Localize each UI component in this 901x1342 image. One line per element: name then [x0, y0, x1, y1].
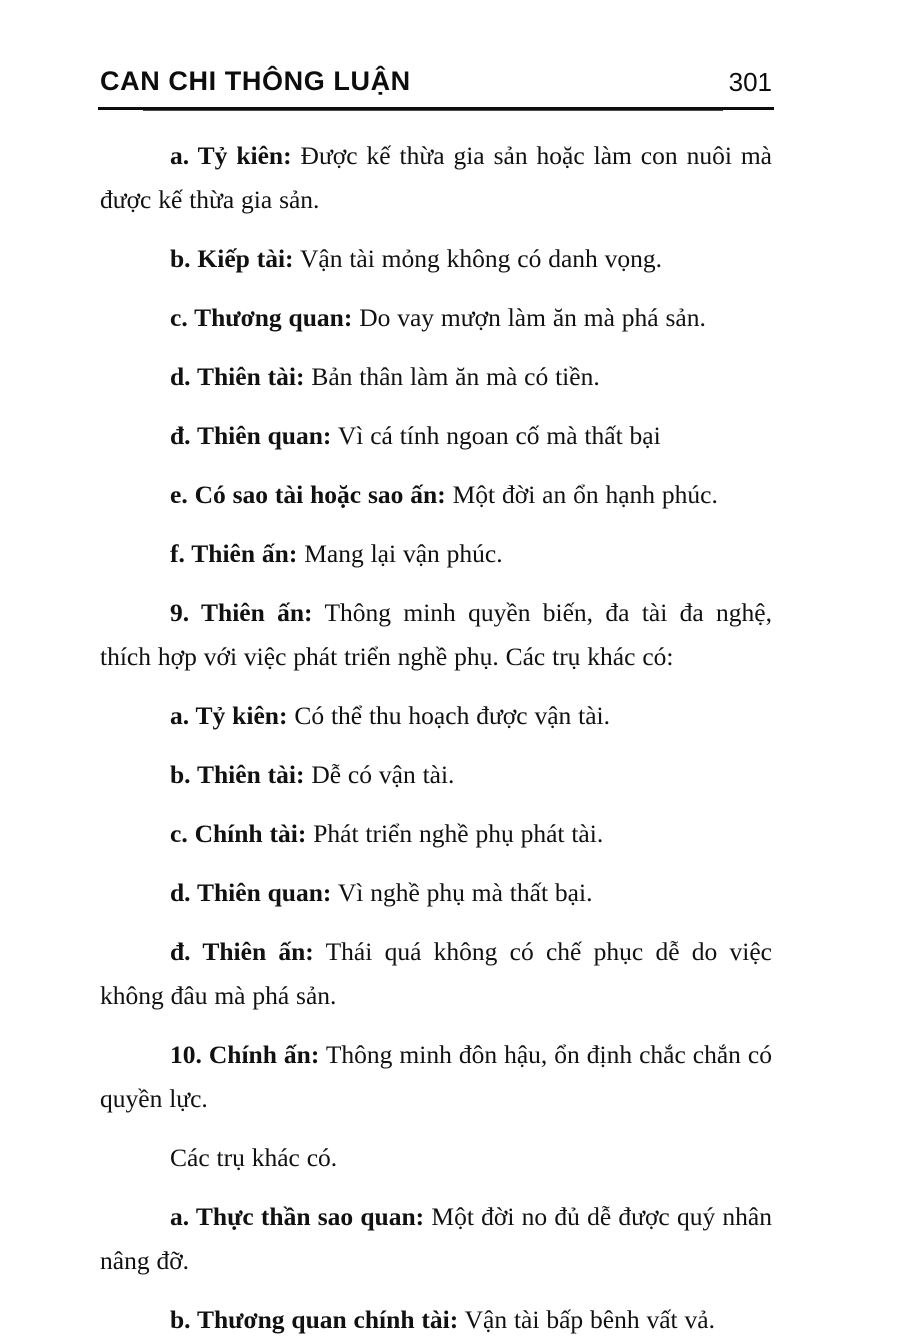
paragraph-text: Bản thân làm ăn mà có tiền. [304, 362, 600, 391]
paragraph-label: 10. Chính ấn: [170, 1040, 320, 1069]
paragraph-text: Vì nghề phụ mà thất bại. [331, 878, 593, 907]
page-header [100, 68, 772, 95]
paragraph-text: Do vay mượn làm ăn mà phá sản. [352, 303, 706, 332]
body-paragraph [100, 1298, 772, 1342]
paragraph-text: Phát triển nghề phụ phát tài. [306, 819, 604, 848]
paragraph-label: b. Thương quan chính tài: [170, 1305, 459, 1334]
paragraph-label: c. Chính tài: [170, 819, 307, 848]
paragraph-label: a. Tỷ kiên: [170, 141, 292, 170]
paragraph-label: e. Có sao tài hoặc sao ấn: [170, 480, 446, 509]
paragraph-text: Mang lại vận phúc. [297, 539, 503, 568]
body-text [100, 134, 772, 1342]
paragraph-text: Thái quá không có chế phục dễ do việc không đâu mà phá sản. [100, 937, 772, 1010]
body-paragraph [100, 237, 772, 281]
body-paragraph [100, 532, 772, 576]
header-rule [98, 107, 774, 110]
paragraph-label: f. Thiên ấn: [170, 539, 298, 568]
body-paragraph [100, 591, 772, 679]
body-paragraph [100, 871, 772, 915]
paragraph-label: đ. Thiên ấn: [170, 937, 314, 966]
paragraph-text: Vận tài bấp bênh vất vả. [458, 1305, 715, 1334]
body-paragraph [100, 355, 772, 399]
body-paragraph [100, 753, 772, 797]
paragraph-text: Các trụ khác có. [170, 1143, 338, 1172]
paragraph-label: c. Thương quan: [170, 303, 353, 332]
body-paragraph [100, 473, 772, 517]
paragraph-label: a. Tỷ kiên: [170, 701, 288, 730]
paragraph-text: Thông minh đôn hậu, ổn định chắc chắn có quyền lực. [100, 1040, 772, 1113]
paragraph-label: b. Kiếp tài: [170, 244, 294, 273]
paragraph-text: Được kế thừa gia sản hoặc làm con nuôi mà được kế thừa gia sản. [100, 141, 773, 214]
paragraph-text: Một đời an ổn hạnh phúc. [445, 480, 718, 509]
paragraph-text: Thông minh quyền biến, đa tài đa nghệ, thích hợp với việc phát triển nghề phụ. Các trụ khác có: [100, 598, 772, 671]
paragraph-label: d. Thiên tài: [170, 362, 305, 391]
body-paragraph [100, 414, 772, 458]
page-number: 301 [728, 67, 772, 97]
body-paragraph [100, 694, 772, 738]
paragraph-label: a. Thực thần sao quan: [170, 1202, 425, 1231]
paragraph-text: Vận tài mỏng không có danh vọng. [293, 244, 663, 273]
paragraph-text: Vì cá tính ngoan cố mà thất bại [331, 421, 661, 450]
paragraph-text: Một đời no đủ dễ được quý nhân nâng đỡ. [100, 1202, 772, 1275]
body-paragraph [100, 930, 772, 1018]
header-title: CAN CHI THÔNG LUẬN [100, 66, 411, 96]
paragraph-label: d. Thiên quan: [170, 878, 332, 907]
paragraph-label: 9. Thiên ấn: [170, 598, 313, 627]
paragraph-label: b. Thiên tài: [170, 760, 305, 789]
body-paragraph [100, 134, 772, 222]
paragraph-label: đ. Thiên quan: [170, 421, 332, 450]
paragraph-text: Dễ có vận tài. [304, 760, 455, 789]
body-paragraph [100, 812, 772, 856]
paragraph-text: Có thể thu hoạch được vận tài. [287, 701, 610, 730]
body-paragraph [100, 1033, 772, 1121]
body-paragraph [100, 296, 772, 340]
body-paragraph [100, 1195, 772, 1283]
body-paragraph [100, 1136, 772, 1180]
